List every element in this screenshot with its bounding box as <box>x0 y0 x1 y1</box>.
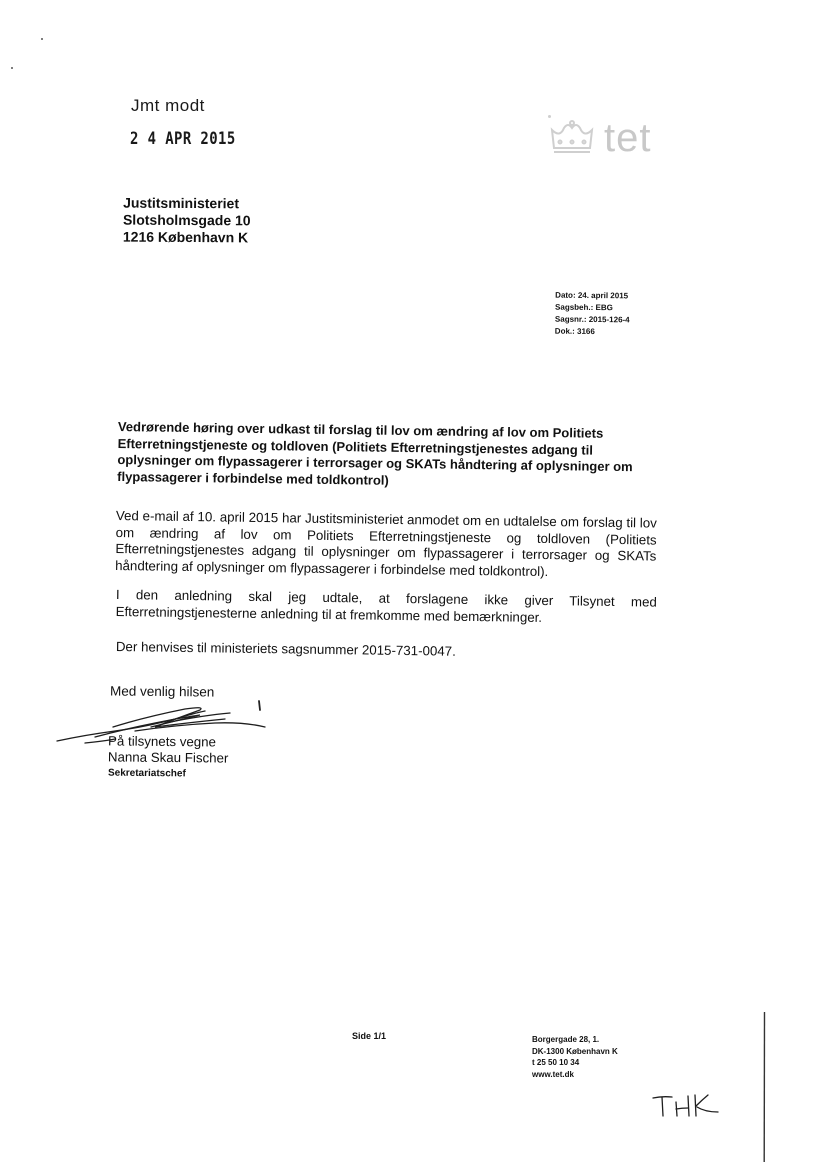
crown-icon <box>548 118 596 158</box>
meta-handler: Sagsbeh.: EBG <box>555 302 613 313</box>
meta-case-number: Sagsnr.: 2015-126-4 <box>554 314 630 325</box>
recipient-address <box>123 195 251 247</box>
margin-line <box>763 1012 766 1162</box>
logo-wordmark: tet <box>604 116 652 160</box>
ink-mark <box>257 700 263 712</box>
closing-greeting: Med venlig hilsen <box>109 683 215 700</box>
recipient-street: Slotsholmsgade 10 <box>122 211 251 229</box>
signoff-block <box>108 733 229 766</box>
signoff-on-behalf: På tilsynets vegne <box>108 733 217 750</box>
body-paragraph: Ved e-mail af 10. april 2015 har Justitsministeriet anmodet om en udtalelse om forslag til lov om ændring af lov om Politiets Efterretningstjeneste og toldloven (Politiets Efterretningstjenestes adgang til oplysninger om flypassagerer i terrorsager og SKATs håndtering af oplysninger om flypassagerer i forbindelse med toldkontrol). <box>115 508 657 579</box>
signatory-title: Sekretariatschef <box>107 767 186 780</box>
handwritten-initials <box>650 1090 722 1120</box>
footer-city: DK-1300 København K <box>532 1046 618 1056</box>
received-stamp-date: 2 4 APR 2015 <box>130 129 236 149</box>
scan-speck <box>11 67 13 69</box>
signatory-name: Nanna Skau Fischer <box>107 749 229 766</box>
meta-date: Dato: 24. april 2015 <box>555 290 629 301</box>
footer-address <box>532 1034 618 1080</box>
meta-document-number: Dok.: 3166 <box>554 326 595 337</box>
body-paragraph: Der henvises til ministeriets sagsnummer 2015-731-0047. <box>115 639 456 659</box>
footer-phone: t 25 50 10 34 <box>532 1058 580 1067</box>
footer-street: Borgergade 28, 1. <box>532 1035 600 1044</box>
scan-speck <box>41 38 43 40</box>
received-stamp-label: Jmt modt <box>131 96 205 115</box>
recipient-name: Justitsministeriet <box>123 194 240 212</box>
page-number: Side 1/1 <box>352 1031 387 1041</box>
footer-website: www.tet.dk <box>532 1069 574 1079</box>
case-metadata <box>555 290 630 339</box>
body-paragraph: I den anledning skal jeg udtale, at forslagene ikke giver Tilsynet med Efterretningstjenesterne anledning til at fremkomme med bemærkninger. <box>115 587 657 625</box>
letter-subject: Vedrørende høring over udkast til forslag til lov om ændring af lov om Politiets Efterretningstjeneste og toldloven (Politiets Efterretningstjenestes adgang til oplysninger om flypassagerer i terrorsager og SKATs håndtering af oplysninger om flypassagerer i forbindelse med toldkontrol) <box>117 419 633 488</box>
recipient-city: 1216 København K <box>122 228 249 246</box>
